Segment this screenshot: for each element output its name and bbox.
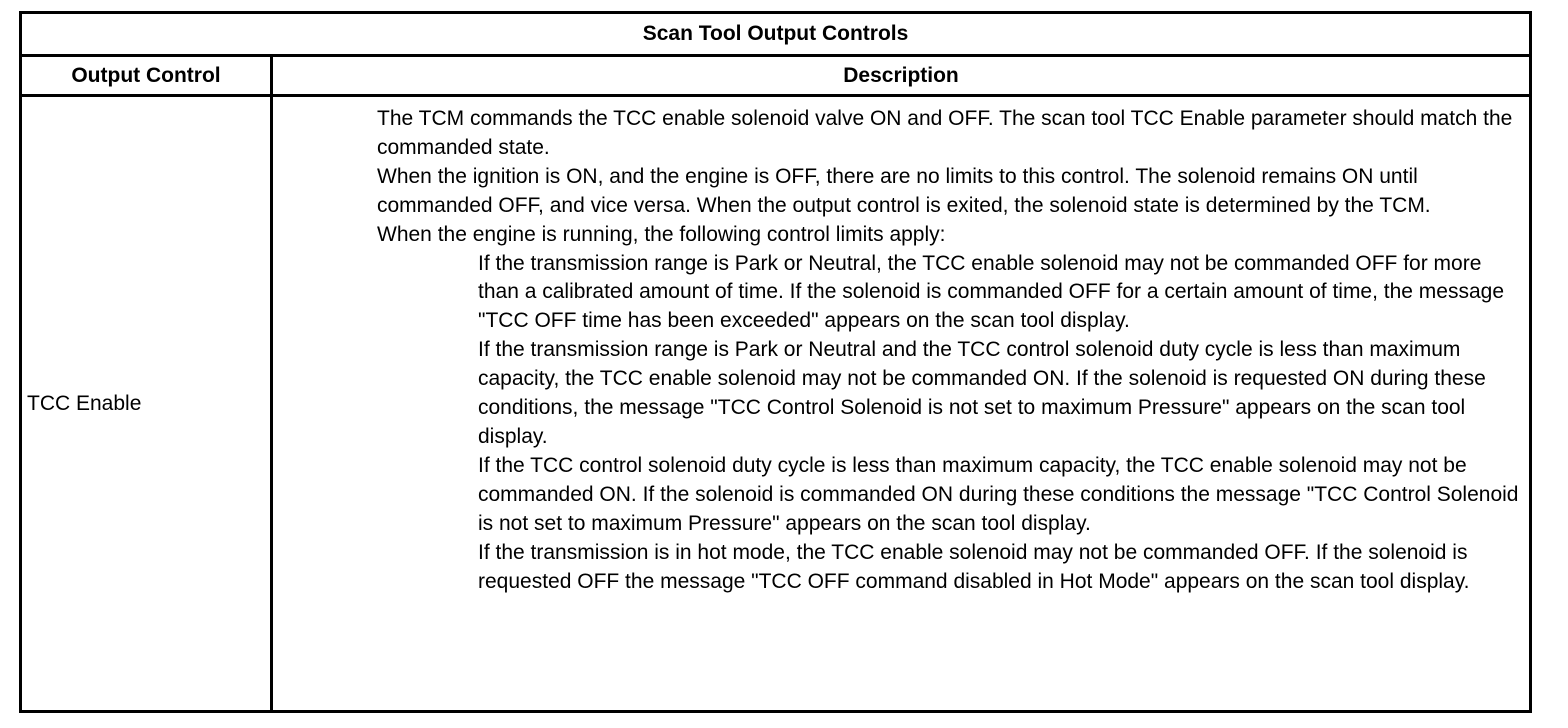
table-title: Scan Tool Output Controls [22, 14, 1529, 57]
control-limit-paragraph: If the transmission range is Park or Neutral, the TCC enable solenoid may not be commanded OFF for more than a calibrated amount of time. If the solenoid is commanded OFF for a certain amount of time, the message "TCC OFF time has been exceeded" appears on the scan tool display. [478, 251, 1505, 333]
description-cell [377, 105, 1523, 596]
description-paragraph: The TCM commands the TCC enable solenoid valve ON and OFF. The scan tool TCC Enable parameter should match the commanded state. [377, 107, 1513, 159]
table-header-row [22, 57, 1529, 97]
description-paragraph: When the ignition is ON, and the engine is OFF, there are no limits to this control. The solenoid remains ON until commanded OFF, and vice versa. When the output control is exited, the solenoid state is determined by the TCM. [377, 164, 1431, 217]
description-paragraph: When the engine is running, the following control limits apply: [377, 222, 946, 246]
control-limit-paragraph: If the transmission range is Park or Neutral and the TCC control solenoid duty cycle is less than maximum capacity, the TCC enable solenoid may not be commanded ON. If the solenoid is requested ON during these conditions, the message "TCC Control Solenoid is not set to maximum Pressure" appears on the scan tool display. [478, 338, 1486, 448]
control-limit-paragraph: If the TCC control solenoid duty cycle is less than maximum capacity, the TCC enable solenoid may not be commanded ON. If the solenoid is commanded ON during these conditions the message "TCC Control Solenoid is not set to maximum Pressure" appears on the scan tool display. [478, 453, 1519, 535]
header-output-control: Output Control [71, 63, 221, 87]
control-limit-paragraph: If the transmission is in hot mode, the TCC enable solenoid may not be commanded OFF. If the solenoid is requested OFF the message "TCC OFF command disabled in Hot Mode" appears on the scan tool display. [478, 540, 1470, 593]
header-description: Description [843, 63, 959, 87]
output-control-name: TCC Enable [27, 391, 142, 415]
output-controls-table [19, 11, 1532, 713]
table-row [22, 97, 1529, 710]
